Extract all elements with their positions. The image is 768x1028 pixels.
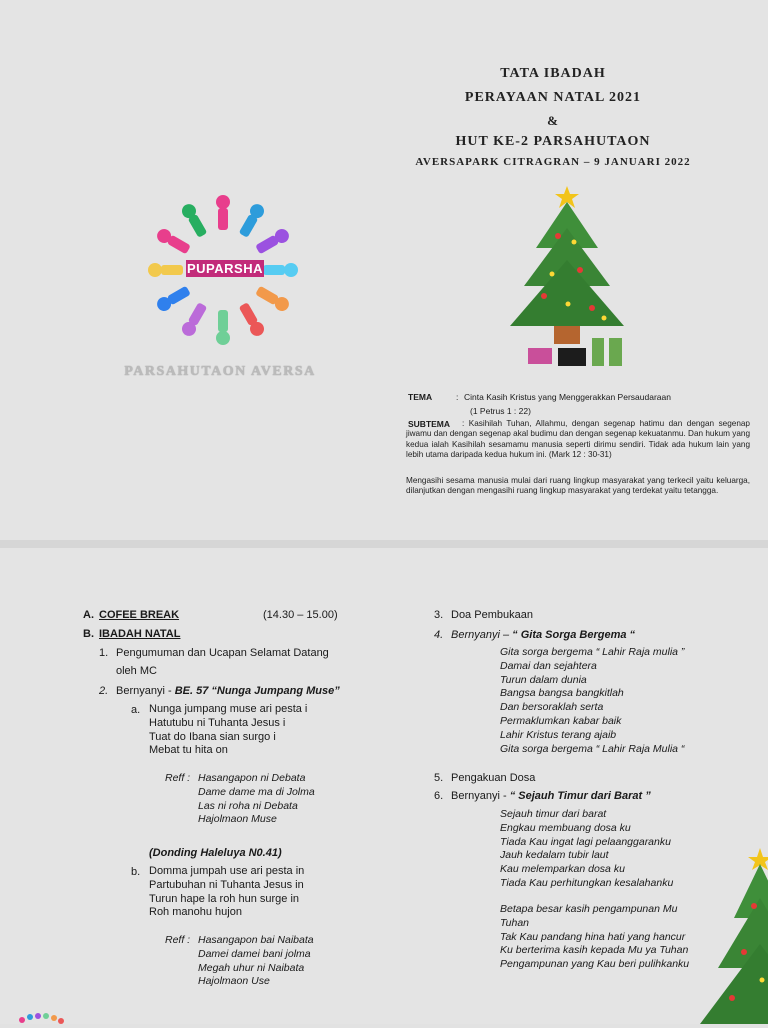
- subtema-text: : Kasihilah Tuhan, Allahmu, dengan segenap hatimu dan dengan segenap jiwamu dan dengan segenap akal budimu dan dengan segenap kekuatanmu. Dan hukum yang kedua ialah Kasihilah sesamamu manusia seperti dirimu sendiri. Tidak ada hukum lain yang lebih utama daripada kedua hukum ini. (Mark 12 : 30-31): [406, 419, 750, 459]
- reff-1: Hasangapon ni Debata Dame dame ma di Jolma Las ni roha ni Debata Hajolmaon Muse: [198, 772, 315, 826]
- song-4-lyrics: Gita sorga bergema “ Lahir Raja mulia ” Damai dan sejahtera Turun dalam dunia Bangsa bangsa bangkitlah Dan bersoraklah serta Permaklumkan kabar baik Lahir Kristus terang ajaib Gita sorga bergema “ Lahir Raja Mulia “: [500, 646, 685, 755]
- cover-ampersand: &: [547, 113, 559, 128]
- section-a-label: COFEE BREAK: [99, 609, 180, 621]
- christmas-tree-decoration-icon: [684, 848, 768, 1028]
- reff-2: Hasangapon bai Naibata Damei damei bani jolma Megah uhur ni Naibata Hajolmaon Use: [198, 934, 314, 988]
- verse-a-mark: a.: [131, 704, 141, 716]
- item-5: Pengakuan Dosa: [451, 772, 536, 784]
- item-3-number: 3.: [434, 609, 444, 621]
- tema-label: TEMA: [408, 392, 433, 402]
- item-1-line2: oleh MC: [116, 665, 157, 677]
- item-2-line: Bernyanyi - BE. 57 “Nunga Jumpang Muse”: [116, 685, 340, 697]
- tema-text: Cinta Kasih Kristus yang Menggerakkan Persaudaraan: [464, 392, 671, 402]
- christmas-tree-icon: [496, 178, 638, 378]
- section-a-mark: A.: [83, 609, 94, 621]
- item-3: Doa Pembukaan: [451, 609, 533, 621]
- item-4-line: Bernyanyi – “ Gita Sorga Bergema “: [451, 629, 636, 641]
- organization-name: PARSAHUTAON AVERSA: [124, 364, 316, 379]
- reff-2-label: Reff :: [165, 934, 191, 946]
- verse-b-mark: b.: [131, 866, 141, 878]
- tema-reference: (1 Petrus 1 : 22): [470, 406, 531, 416]
- song-6-chorus: Betapa besar kasih pengampunan Mu Tuhan Tak Kau pandang hina hati yang hancur Ku berterima kasih kepada Mu ya Tuhan Pengampunan yang Kau beri pulihkanku: [500, 903, 690, 971]
- section-a-time: (14.30 – 15.00): [263, 609, 338, 621]
- song-6-verse: Sejauh timur dari barat Engkau membuang dosa ku Tiada Kau ingat lagi pelaanggaranku Jauh kedalam tubir laut Kau melemparkan dosa ku Tiada Kau perhitungkan kesalahanku: [500, 808, 674, 889]
- verse-a: Nunga jumpang muse ari pesta i Hatutubu ni Tuhanta Jesus i Tuat do Ibana sian surgo i Mebat tu hita on: [149, 703, 308, 757]
- cover-title-3: HUT KE-2 PARSAHUTAON: [455, 134, 651, 149]
- item-1-line1: Pengumuman dan Ucapan Selamat Datang: [116, 647, 329, 659]
- item-6-number: 6.: [434, 790, 444, 802]
- tema-colon: :: [456, 392, 459, 402]
- section-b-mark: B.: [83, 628, 94, 640]
- section-b-label: IBADAH NATAL: [99, 628, 181, 640]
- item-4-number: 4.: [434, 629, 444, 641]
- cover-location: AVERSAPARK CITRAGRAN – 9 JANUARI 2022: [415, 156, 691, 168]
- item-2-number: 2.: [99, 685, 109, 697]
- verse-b: Domma jumpah use ari pesta in Partubuhan ni Tuhanta Jesus in Turun hape la roh hun surge in Roh manohu hujon: [149, 865, 305, 919]
- cover-title-2: PERAYAAN NATAL 2021: [464, 90, 642, 105]
- item-1-number: 1.: [99, 647, 109, 659]
- item-5-number: 5.: [434, 772, 444, 784]
- page-divider: [0, 540, 768, 548]
- small-logo-icon: [14, 1010, 68, 1024]
- donding-note: (Donding Haleluya N0.41): [149, 847, 282, 859]
- cover-note: Mengasihi sesama manusia mulai dari ruang lingkup masyarakat yang terkecil yaitu keluarga, dilanjutkan dengan mengasihi ruang lingkup masyarakat yang terdekat yaitu tetangga.: [406, 476, 750, 496]
- cover-title-1: TATA IBADAH: [500, 66, 606, 81]
- subtema-label: SUBTEMA: [408, 419, 451, 429]
- reff-1-label: Reff :: [165, 772, 191, 784]
- item-6-line: Bernyanyi - “ Sejauh Timur dari Barat ”: [451, 790, 651, 802]
- logo-text: PUPARSHA: [187, 261, 263, 276]
